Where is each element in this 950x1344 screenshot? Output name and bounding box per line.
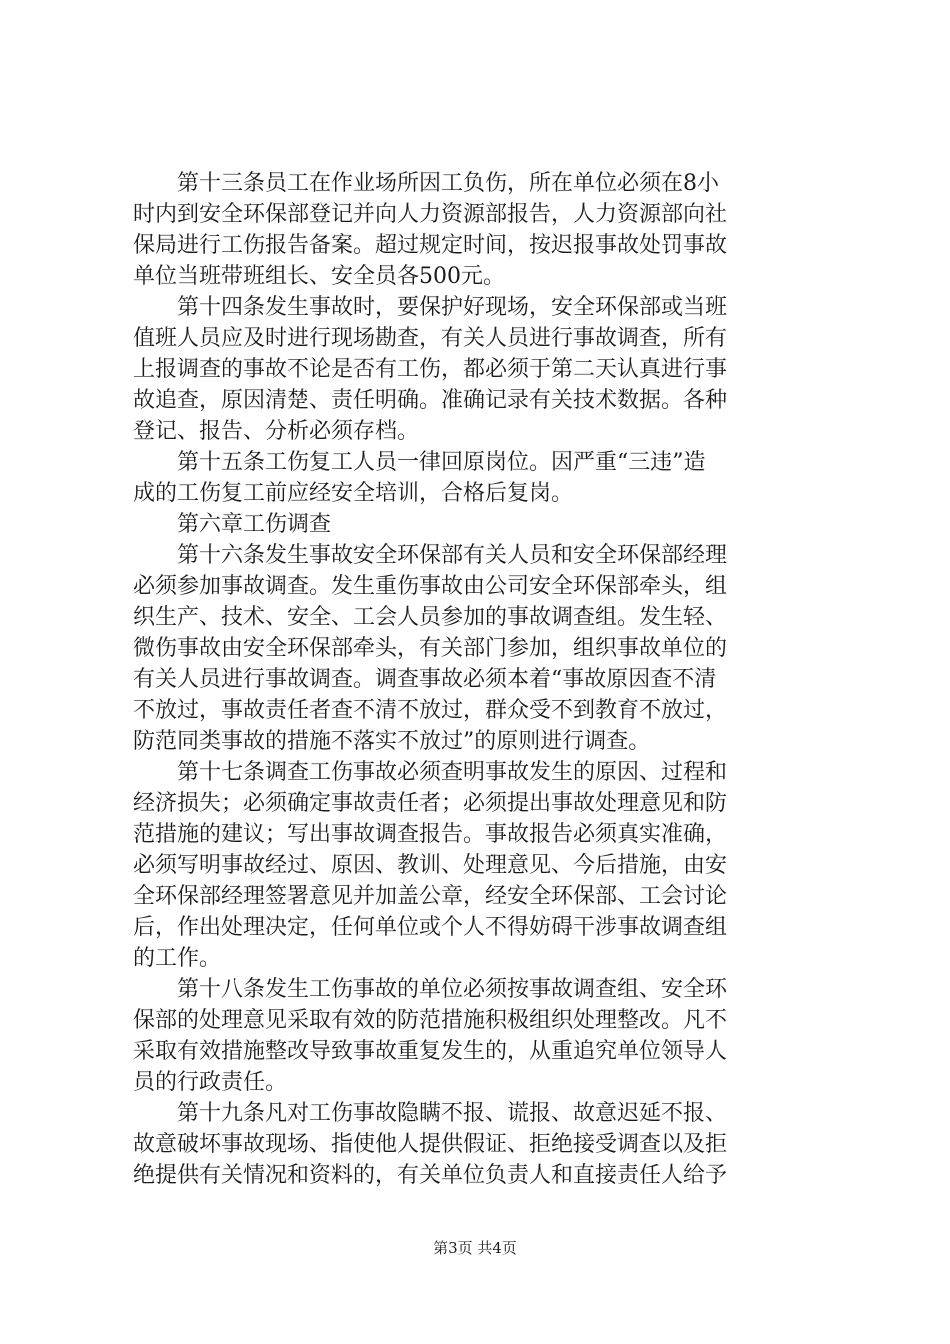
text-line: 登记、报告、分析必须存档。: [133, 419, 420, 444]
text-line: 员的行政责任。: [133, 1070, 288, 1095]
text-line: 第十七条调查工伤事故必须查明事故发生的原因、过程和: [177, 760, 728, 785]
text-line: 的工作。: [133, 946, 222, 971]
text-line: 第十五条工伤复工人员一律回原岗位。因严重“三违”造: [177, 450, 706, 475]
text-line: 保部的处理意见采取有效的防范措施积极组织处理整改。凡不: [133, 1008, 728, 1033]
text-line: 第十四条发生事故时，要保护好现场，安全环保部或当班: [177, 295, 728, 320]
text-line: 必须参加事故调查。发生重伤事故由公司安全环保部牵头，组: [133, 574, 728, 599]
text-line: 第十六条发生事故安全环保部有关人员和安全环保部经理: [177, 543, 728, 568]
text-line: 有关人员进行事故调查。调查事故必须本着“事故原因查不清: [133, 667, 717, 692]
text-line: 绝提供有关情况和资料的，有关单位负责人和直接责任人给予: [133, 1163, 728, 1188]
text-line: 微伤事故由安全环保部牵头，有关部门参加，组织事故单位的: [133, 636, 728, 661]
text-line: 故意破坏事故现场、指使他人提供假证、拒绝接受调查以及拒: [133, 1132, 728, 1157]
text-line: 第六章工伤调查: [177, 512, 332, 537]
text-line: 全环保部经理签署意见并加盖公章，经安全环保部、工会讨论: [133, 884, 728, 909]
text-line: 采取有效措施整改导致事故重复发生的，从重追究单位领导人: [133, 1039, 728, 1064]
text-line: 第十九条凡对工伤事故隐瞒不报、谎报、故意迟延不报、: [177, 1101, 728, 1126]
text-line: 不放过，事故责任者查不清不放过，群众受不到教育不放过，: [133, 698, 728, 723]
text-line: 第十八条发生工伤事故的单位必须按事故调查组、安全环: [177, 977, 728, 1002]
text-line: 故追查，原因清楚、责任明确。准确记录有关技术数据。各种: [133, 388, 728, 413]
text-line: 后，作出处理决定，任何单位或个人不得妨碍干涉事故调查组: [133, 915, 728, 940]
text-line: 第十三条员工在作业场所因工负伤，所在单位必须在8小: [177, 171, 719, 196]
text-line: 保局进行工伤报告备案。超过规定时间，按迟报事故处罚事故: [133, 233, 728, 258]
page-footer: 第3页 共4页: [433, 1239, 517, 1257]
text-line: 织生产、技术、安全、工会人员参加的事故调查组。发生轻、: [133, 605, 728, 630]
text-line: 经济损失；必须确定事故责任者；必须提出事故处理意见和防: [133, 791, 728, 816]
text-line: 时内到安全环保部登记并向人力资源部报告，人力资源部向社: [133, 202, 728, 227]
text-line: 单位当班带班组长、安全员各500元。: [133, 264, 505, 289]
text-line: 防范同类事故的措施不落实不放过”的原则进行调查。: [133, 729, 651, 754]
text-line: 范措施的建议；写出事故调查报告。事故报告必须真实准确，: [133, 822, 728, 847]
text-line: 上报调查的事故不论是否有工伤，都必须于第二天认真进行事: [133, 357, 728, 382]
text-line: 值班人员应及时进行现场勘查，有关人员进行事故调查，所有: [133, 326, 728, 351]
document-body: [133, 168, 833, 1191]
text-line: 必须写明事故经过、原因、教训、处理意见、今后措施，由安: [133, 853, 728, 878]
text-line: 成的工伤复工前应经安全培训，合格后复岗。: [133, 481, 574, 506]
